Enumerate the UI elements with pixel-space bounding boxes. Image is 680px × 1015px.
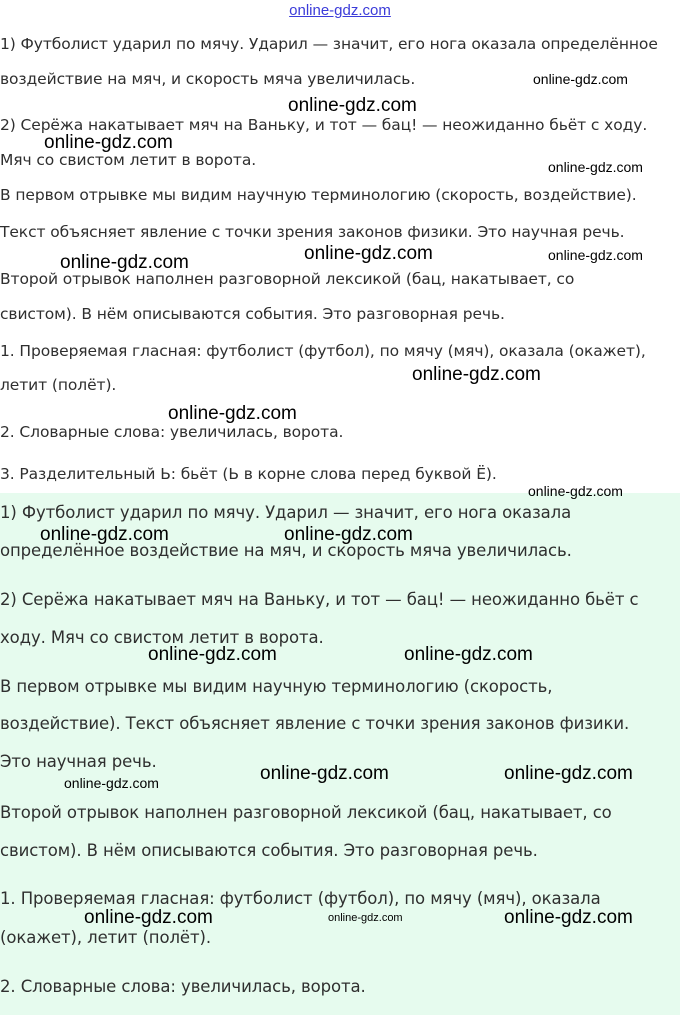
text-line: ходу. Мяч со свистом летит в ворота. bbox=[0, 628, 324, 647]
text-line: 2. Словарные слова: увеличилась, ворота. bbox=[0, 423, 344, 441]
watermark: online-gdz.com bbox=[40, 524, 169, 545]
text-line: свистом). В нём описываются события. Это разговорная речь. bbox=[0, 305, 505, 323]
text-line: Это научная речь. bbox=[0, 752, 157, 771]
text-line: определённое воздействие на мяч, и скорость мяча увеличилась. bbox=[0, 541, 572, 560]
watermark: online-gdz.com bbox=[60, 252, 189, 273]
watermark: online-gdz.com bbox=[148, 644, 277, 665]
watermark: online-gdz.com bbox=[168, 403, 297, 424]
watermark: online-gdz.com bbox=[284, 524, 413, 545]
text-line: 1) Футболист ударил по мячу. Ударил — значит, его нога оказала определённое bbox=[0, 35, 658, 53]
text-line: свистом). В нём описываются события. Это разговорная речь. bbox=[0, 841, 538, 860]
text-line: воздействие). Текст объясняет явление с точки зрения законов физики. bbox=[0, 714, 630, 733]
text-line: Второй отрывок наполнен разговорной лексикой (бац, накатывает, со bbox=[0, 803, 612, 822]
watermark: online-gdz.com bbox=[84, 907, 213, 928]
text-line: 1. Проверяемая гласная: футболист (футбол), по мячу (мяч), оказала bbox=[0, 889, 601, 908]
watermark: online-gdz.com bbox=[412, 364, 541, 385]
text-line: 2) Серёжа накатывает мяч на Ваньку, и тот — бац! — неожиданно бьёт с bbox=[0, 590, 639, 609]
text-line: 3. Разделительный Ь: бьёт (Ь в корне слова перед буквой Ё). bbox=[0, 465, 497, 483]
watermark: online-gdz.com bbox=[528, 483, 623, 499]
answer-section-2 bbox=[0, 493, 680, 1015]
watermark: online-gdz.com bbox=[404, 644, 533, 665]
watermark: online-gdz.com bbox=[260, 763, 389, 784]
text-line: Мяч со свистом летит в ворота. bbox=[0, 151, 257, 169]
watermark: online-gdz.com bbox=[504, 907, 633, 928]
text-line: 1) Футболист ударил по мячу. Ударил — значит, его нога оказала bbox=[0, 503, 572, 522]
watermark: online-gdz.com bbox=[504, 763, 633, 784]
text-line: (окажет), летит (полёт). bbox=[0, 928, 211, 947]
text-line: летит (полёт). bbox=[0, 376, 117, 394]
watermark: online-gdz.com bbox=[304, 243, 433, 264]
watermark: online-gdz.com bbox=[44, 132, 173, 153]
text-line: Второй отрывок наполнен разговорной лексикой (бац, накатывает, со bbox=[0, 270, 575, 288]
watermark: online-gdz.com bbox=[328, 912, 403, 924]
watermark: online-gdz.com bbox=[64, 775, 159, 791]
text-line: 2. Словарные слова: увеличилась, ворота. bbox=[0, 977, 366, 996]
text-line: Текст объясняет явление с точки зрения законов физики. Это научная речь. bbox=[0, 223, 625, 241]
text-line: воздействие на мяч, и скорость мяча увеличилась. bbox=[0, 70, 416, 88]
watermark: online-gdz.com bbox=[533, 71, 628, 87]
watermark: online-gdz.com bbox=[548, 247, 643, 263]
text-line: 2) Серёжа накатывает мяч на Ваньку, и тот — бац! — неожиданно бьёт с ходу. bbox=[0, 116, 648, 134]
text-line: В первом отрывке мы видим научную терминологию (скорость, bbox=[0, 677, 553, 696]
text-line: В первом отрывке мы видим научную терминологию (скорость, воздействие). bbox=[0, 186, 637, 204]
watermark: online-gdz.com bbox=[548, 159, 643, 175]
watermark: online-gdz.com bbox=[288, 95, 417, 116]
text-line: 1. Проверяемая гласная: футболист (футбол), по мячу (мяч), оказала (окажет), bbox=[0, 342, 646, 360]
site-header-link[interactable]: online-gdz.com bbox=[289, 2, 391, 19]
